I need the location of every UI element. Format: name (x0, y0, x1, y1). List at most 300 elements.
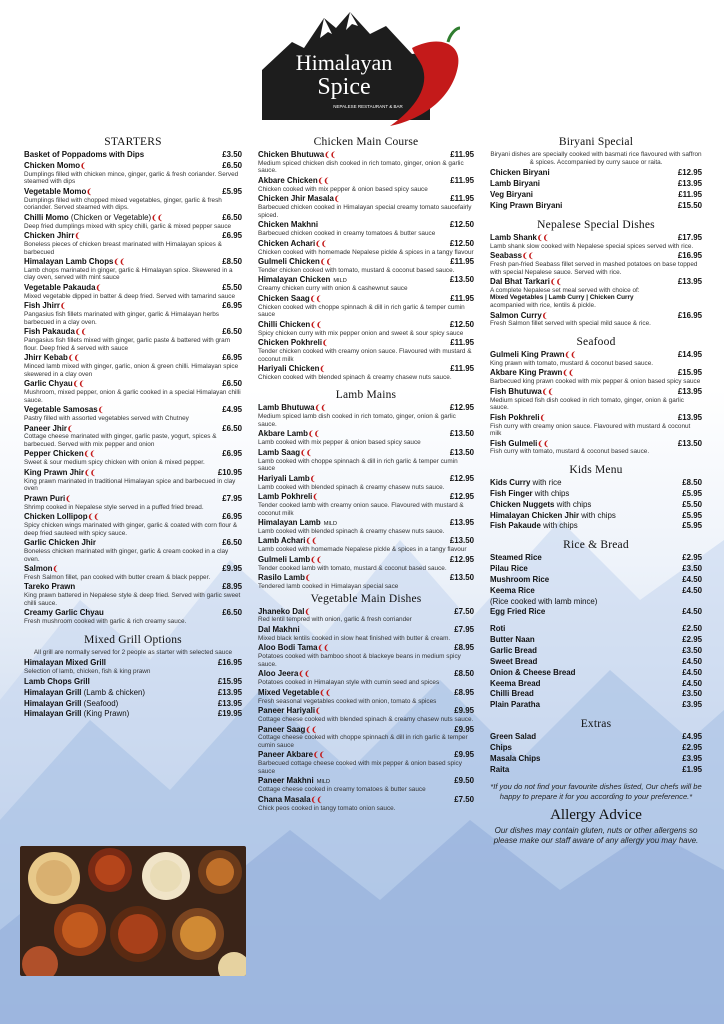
item-description: Cottage cheese cooked in creamy tomatoes & butter sauce (258, 786, 426, 794)
menu-item (24, 258, 242, 282)
chili-pepper-icon: ❨ (555, 279, 562, 287)
item-name-note: with chips (540, 521, 578, 531)
item-name: Lamb Pokhreli (258, 492, 313, 502)
item-price: £12.95 (449, 403, 474, 413)
section-title: Rice & Bread (563, 539, 629, 552)
chili-pepper-icon: ❨ (304, 575, 311, 583)
chili-pepper-icon: ❨ (547, 388, 554, 396)
item-name: Rasilo Lamb (258, 573, 305, 583)
item-description: Barbecued chicken cooked in creamy tomatoes & butter sauce (258, 230, 436, 238)
item-price: £4.50 (682, 667, 702, 677)
item-description: Pangasius fish fillets mixed with ginger, garlic paste & battered with gram flour. Deep fried & served with sauce (24, 337, 231, 352)
item-price: £3.95 (682, 753, 702, 763)
restaurant-logo (262, 8, 462, 126)
item-price: £16.95 (217, 658, 242, 668)
menu-item (258, 493, 474, 517)
item-price: £5.95 (682, 488, 702, 498)
item-description-options: Mixed Vegetables | Lamb Curry | Chicken Curry (490, 294, 634, 302)
chili-pepper-icon: ❨ (74, 329, 81, 337)
item-name: Garlic Chicken Jhir (24, 538, 96, 548)
item-name: Paneer Makhni (258, 776, 314, 786)
chili-pepper-icon: ❨ (65, 495, 72, 503)
item-name: Lamb Achari (258, 536, 306, 546)
mild-tag: MILD (333, 278, 347, 285)
section-subtitle: All grill are normally served for 2 people as starter with selected sauce (33, 648, 233, 656)
item-price: £15.50 (677, 200, 702, 210)
item-price: £5.50 (222, 282, 242, 292)
item-description: Pastry filled with assorted vegetables served with Chutney (24, 414, 189, 422)
item-description: Boneless chicken marinated with ginger, garlic & cream cooked in a clay oven. (24, 547, 229, 563)
item-price: £13.50 (677, 438, 702, 448)
menu-item (258, 689, 474, 705)
menu-item (258, 430, 474, 446)
item-price: £4.95 (682, 732, 702, 742)
item-name: Fish Pakaude (490, 521, 541, 531)
item-description: Chicken cooked with choppe spinnach & dill in rich garlic & temper cumin sauce (258, 303, 465, 319)
item-description: Selection of lamb, chicken, fish & king prawn (24, 668, 151, 676)
chili-pepper-icon: ❨ (311, 726, 318, 734)
item-price: £13.50 (449, 447, 474, 457)
item-price: £13.95 (677, 277, 702, 287)
item-price: £5.95 (222, 186, 242, 196)
chili-pepper-icon: ❨ (323, 177, 330, 185)
menu-item (258, 519, 474, 535)
item-name: Himalayan Mixed Grill (24, 658, 107, 668)
item-name-note: with rice (530, 478, 562, 487)
chili-pepper-icon: ❨ (333, 196, 340, 204)
item-price: £2.95 (682, 635, 702, 645)
chili-pepper-icon: ❨ (305, 726, 312, 734)
item-name: Gulmeli King Prawn (490, 349, 565, 359)
chili-pepper-icon: ❨ (325, 689, 332, 697)
menu-item (258, 475, 474, 491)
item-name: Chilli Bread (490, 689, 534, 699)
chili-pepper-icon: ❨ (315, 295, 322, 303)
item-name: Vegetable Samosas (24, 405, 98, 415)
item-name: Chicken Pokhreli (258, 338, 323, 348)
chili-pepper-icon: ❨ (539, 414, 546, 422)
item-price: £12.50 (449, 220, 474, 230)
chili-pepper-icon: ❨ (73, 355, 80, 363)
menu-item (490, 565, 702, 574)
chili-pepper-icon: ❨ (300, 449, 306, 457)
item-description-extra: acompanied with rice, lentils & pickle. (490, 302, 596, 310)
menu-item (258, 751, 474, 775)
chili-pepper-icon: ❨ (542, 234, 549, 242)
item-name: Pepper Chicken (24, 449, 84, 459)
item-name: Chicken Nuggets (490, 499, 555, 509)
item-name: Raita (490, 764, 510, 774)
menu-item (24, 284, 242, 300)
item-description: Lamb cooked with blended spinach & creamy chasew nuts sauce. (258, 483, 445, 491)
section-biryani (490, 136, 702, 211)
item-name: Fish Gulmeli (490, 438, 538, 448)
menu-item (490, 169, 702, 178)
item-price: £8.50 (682, 478, 702, 487)
menu-item (490, 636, 702, 645)
item-name: Gulmeli Chicken (258, 257, 320, 267)
chili-pepper-icon: ❨ (86, 188, 93, 196)
item-description: Barbecued cottage cheese cooked with mix pepper & onion based spicy sauce (258, 760, 462, 775)
item-description: Tender chicken cooked with tomato, mustard & coconut based sauce. (258, 266, 455, 274)
item-description: Medium spiced fish dish cooked in rich tomato, ginger, onion & garlic sauce. (490, 396, 684, 412)
section-subtitle: Biryani dishes are specially cooked with basmati rice flavoured with saffron & spices. Accompanied by curry sauce or raita. (490, 151, 702, 166)
item-description: Spicy chicken curry with mix pepper onion and sweet & sour spicy sauce (258, 329, 464, 337)
item-name: Himalayan Lamb Chops (24, 257, 114, 267)
menu-item (490, 501, 702, 510)
menu-item (24, 583, 242, 607)
chili-pepper-icon: ❨ (95, 284, 102, 292)
chili-pepper-icon: ❨ (84, 469, 90, 477)
item-description: Barbecued king prawn cooked with mix pepper & onion based spicy sauce (490, 378, 701, 386)
item-name: Chicken Jhirr (24, 231, 75, 241)
chili-pepper-icon: ❨ (309, 295, 316, 303)
item-description: Cottage cheese marinated with ginger, garlic paste, yogurt, spices & barbecued. Served with mix pepper and onion (24, 433, 217, 448)
item-price: £2.95 (682, 742, 702, 752)
item-price: £6.95 (222, 301, 242, 311)
column-left (24, 136, 242, 721)
chili-pepper-icon: ❨ (537, 440, 544, 448)
item-price: £4.50 (682, 678, 702, 688)
chili-pepper-icon: ❨ (298, 671, 305, 679)
menu-item (258, 670, 474, 686)
item-price: £13.95 (677, 179, 702, 189)
chili-pepper-icon: ❨ (308, 431, 314, 439)
section-title: Biryani Special (558, 136, 634, 148)
menu-item (24, 659, 242, 675)
chili-pepper-icon: ❨ (89, 451, 96, 459)
menu-item (490, 202, 702, 211)
chili-pepper-icon: ❨ (321, 240, 327, 248)
item-name: Chicken Jhir Masala (258, 194, 334, 204)
chili-pepper-icon: ❨ (319, 689, 326, 697)
chili-pepper-icon: ❨ (315, 708, 321, 716)
logo-line1: Himalayan (295, 50, 393, 75)
chili-pepper-icon: ❨ (310, 796, 317, 804)
item-name: Himalayan Grill (24, 698, 82, 708)
menu-item (490, 755, 702, 764)
item-price: £3.50 (682, 645, 702, 655)
item-description: Deep fried dumplings mixed with spicy chilli, garlic & mixed pepper sauce (24, 222, 232, 230)
item-name: Vegetable Momo (24, 186, 87, 196)
item-description: Mushroom, mixed pepper, onion & garlic cooked in a special Himalayan chilli sauce. (24, 389, 241, 404)
menu-item (258, 404, 474, 428)
chili-pepper-icon: ❨ (59, 303, 66, 311)
item-price: £12.95 (449, 554, 474, 564)
item-price: £9.95 (454, 750, 474, 760)
menu-item (24, 188, 242, 212)
item-description: Fresh seasonal vegetables cooked with onion, tomato & spices (258, 697, 437, 705)
chili-pepper-icon: ❨ (549, 279, 556, 287)
item-price: £6.95 (222, 231, 242, 241)
menu-item (258, 295, 474, 319)
item-name: Akbare Chicken (258, 175, 318, 185)
section-chicken-main (258, 136, 474, 381)
item-name: Plain Paratha (490, 700, 540, 710)
item-name: Chilli Momo (24, 212, 69, 222)
menu-item (490, 598, 702, 607)
column-right (490, 136, 702, 846)
chili-pepper-icon: ❨ (97, 407, 104, 415)
menu-item (490, 625, 702, 634)
item-name: Fish Finger (490, 488, 533, 498)
item-price: £9.95 (222, 564, 242, 574)
menu-item (258, 151, 474, 175)
chili-pepper-icon: ❨ (119, 259, 126, 267)
item-price: £14.95 (677, 349, 702, 359)
menu-item (490, 576, 702, 585)
menu-item (24, 700, 242, 709)
item-price: £19.95 (217, 709, 242, 719)
menu-item (258, 321, 474, 337)
item-name: Lamb Saag (258, 447, 301, 457)
item-name: Gulmeli Lamb (258, 554, 311, 564)
chili-pepper-icon: ❨ (318, 752, 325, 760)
item-name: Chicken Makhni (258, 220, 319, 230)
menu-item (258, 626, 474, 642)
chili-pepper-icon: ❨ (317, 177, 324, 185)
item-name: Chana Masala (258, 794, 311, 804)
item-name: Himalayan Lamb (258, 518, 321, 528)
menu-item (24, 469, 242, 493)
item-description: Tendered lamb cooked in Himalayan special sace (258, 583, 399, 591)
item-description: Cottage cheese cooked with blended spinach & creamy chasew nuts sauce. (258, 715, 474, 723)
item-name: Vegetable Pakauda (24, 282, 96, 292)
menu-item (490, 512, 702, 521)
menu-item (24, 328, 242, 352)
item-price: £3.50 (682, 689, 702, 699)
item-price: £10.95 (217, 467, 242, 477)
mild-tag: MILD (323, 521, 338, 528)
item-description: Lamb cooked with homemade Nepalese pickle & spices in a tangy flavour (258, 546, 467, 554)
chili-pepper-icon: ❨ (52, 566, 59, 574)
item-description: King prawn marinated in traditional Himalayan spice and barbecued in clay oven (24, 477, 236, 493)
chili-pepper-icon: ❨ (319, 259, 326, 267)
item-name-note: (Seafood) (81, 698, 119, 708)
item-name: Himalayan Grill (24, 709, 82, 719)
item-description: Chicken cooked with blended spinach & creamy chasew nuts sauce. (258, 373, 452, 381)
item-price: £4.95 (222, 405, 242, 415)
chili-pepper-icon: ❨ (87, 514, 94, 522)
menu-item (490, 554, 702, 563)
chili-pepper-icon: ❨ (312, 752, 319, 760)
item-name: Hariyali Chicken (258, 364, 320, 374)
item-price: £2.50 (682, 624, 702, 634)
chili-pepper-icon: ❨ (324, 152, 331, 159)
food-photo (20, 846, 246, 976)
chili-pepper-icon: ❨ (564, 351, 571, 359)
item-price: £4.50 (682, 656, 702, 666)
item-price: £9.95 (454, 724, 474, 734)
chili-pepper-icon: ❨ (541, 312, 548, 320)
menu-item (490, 234, 702, 250)
item-description: Red lentil tempred with onion, garlic & fresh corriander (258, 616, 412, 624)
chili-pepper-icon: ❨ (66, 425, 73, 433)
menu-item (490, 388, 702, 412)
chili-pepper-icon: ❨ (83, 451, 90, 459)
item-price: £6.50 (222, 212, 242, 222)
item-price: £13.50 (449, 536, 474, 546)
item-price: £12.50 (449, 238, 474, 248)
chili-pepper-icon: ❨ (323, 645, 330, 653)
item-price: £16.95 (677, 251, 702, 261)
menu-item (24, 302, 242, 326)
chili-pepper-icon: ❨ (310, 321, 317, 329)
menu-item (258, 258, 474, 274)
item-name: Chicken Saag (258, 293, 310, 303)
column-middle (258, 136, 474, 814)
chili-pepper-icon: ❨ (311, 538, 318, 546)
section-title: Vegetable Main Dishes (310, 592, 422, 605)
chili-pepper-icon: ❨ (319, 366, 326, 374)
item-name: Aloo Jeera (258, 669, 299, 679)
item-name-note: with chips (554, 499, 592, 509)
menu-item (490, 744, 702, 753)
section-mixed-grill (24, 634, 242, 719)
item-name: Lamb Chops Grill (24, 676, 90, 686)
item-price: £11.95 (450, 338, 474, 348)
item-name: Himalayan Chicken Jhir (490, 510, 580, 520)
item-price: £9.50 (454, 776, 474, 786)
item-price: £11.95 (450, 257, 474, 267)
menu-item (490, 490, 702, 499)
menu-item (24, 425, 242, 449)
item-description: Cottage cheese cooked with choppe spinnach & dill in rich garlic & temper cumin sauce (258, 734, 468, 749)
menu-item (24, 495, 242, 511)
item-name: Chicken Momo (24, 160, 81, 170)
item-price: £3.50 (222, 150, 242, 159)
item-name: Akbare Lamb (258, 429, 308, 439)
item-price: £13.95 (449, 518, 474, 528)
item-price: £11.95 (450, 293, 474, 303)
item-name: Hariyali Lamb (258, 473, 310, 483)
item-price: £17.95 (677, 232, 702, 242)
chili-pepper-icon: ❨ (304, 608, 311, 616)
menu-item (490, 766, 702, 775)
chili-pepper-icon: ❨ (312, 494, 319, 502)
item-price: £13.95 (217, 698, 242, 708)
item-name: Paneer Akbare (258, 750, 313, 760)
item-price: £11.95 (450, 175, 474, 185)
menu-item (24, 232, 242, 256)
item-name-note: with chips (532, 488, 570, 498)
menu-item (24, 214, 242, 230)
item-price: £6.50 (222, 608, 242, 618)
item-description: Chicken cooked with mix pepper & onion based spicy sauce (258, 185, 428, 193)
item-price: £11.95 (678, 190, 702, 200)
item-name: King Prawn Biryani (490, 200, 563, 210)
chili-pepper-icon: ❨ (80, 162, 86, 170)
menu-item (490, 701, 702, 710)
item-description: Fresh Salmon fillet, pan cooked with butter cream & black pepper. (24, 573, 211, 581)
item-price: £15.95 (677, 368, 702, 378)
menu-item (24, 513, 242, 537)
menu-item (490, 587, 702, 596)
item-price: £8.95 (454, 643, 474, 653)
chili-pepper-icon: ❨ (316, 321, 322, 329)
chili-pepper-icon: ❨ (310, 556, 317, 564)
item-name: Lamb Shank (490, 232, 537, 242)
item-price: £12.95 (449, 473, 474, 483)
item-price: £16.95 (677, 310, 702, 320)
item-price: £6.95 (222, 512, 242, 522)
item-name: Veg Biryani (490, 190, 533, 200)
allergy-title: Allergy Advice (550, 807, 642, 824)
item-name: Keema Bread (490, 678, 541, 688)
item-description: Fresh mushroom cooked with garlic & rich creamy sauce. (24, 618, 187, 626)
menu-item (490, 669, 702, 678)
item-name: Seabass (490, 251, 523, 261)
chili-pepper-icon: ❨ (330, 152, 336, 159)
menu-item (258, 726, 474, 750)
item-name: Chicken Achari (258, 238, 316, 248)
chili-pepper-icon: ❨ (304, 671, 311, 679)
item-price: £6.95 (222, 449, 242, 459)
item-description: Pangasius fish fillets marinated with ginger, garlic & Himalayan herbs barbecued in a clay oven. (24, 311, 220, 326)
menu-item (24, 678, 242, 687)
item-price: £5.95 (682, 521, 702, 531)
item-name: Dal Makhni (258, 625, 300, 635)
item-description: Barbecued chicken cooked in Himalayan special creamy tomato saucefairly spiced. (258, 204, 472, 219)
item-name: Tareko Prawn (24, 582, 76, 592)
item-name: Paneer Jhir (24, 423, 67, 433)
menu-item (490, 312, 702, 328)
item-description: Lamb cooked with choppe spinnach & dill in rich garlic & temper cumin sauce (258, 457, 458, 473)
menu-item (24, 710, 242, 719)
item-price: £13.95 (217, 687, 242, 697)
item-price: £13.50 (449, 429, 474, 439)
item-name: Garlic Chyau (24, 379, 73, 389)
item-description: Potatoes cooked with bamboo shoot & blackeye beans in medium spicy sauce. (258, 653, 461, 668)
menu-item (490, 440, 702, 456)
chili-pepper-icon: ❨ (543, 440, 550, 448)
chili-pepper-icon: ❨ (78, 381, 85, 389)
menu-item (24, 565, 242, 581)
menu-item (490, 414, 702, 438)
item-price: £9.95 (454, 706, 474, 716)
menu-item (258, 644, 474, 668)
item-description: King prawn with tomato, mustard & coconut based sauce. (490, 359, 654, 367)
menu-item (24, 450, 242, 466)
menu-item (258, 365, 474, 381)
menu-item (490, 351, 702, 367)
item-name-note: (Chicken or Vegetable) (68, 212, 152, 222)
item-description: Mixed black lentils cooked in slow heat finished with butter & cream. (258, 634, 451, 642)
item-name: Mushroom Rice (490, 574, 550, 584)
chili-pepper-icon: ❨ (536, 234, 543, 242)
menu-item (490, 479, 702, 488)
item-price: £6.50 (222, 423, 242, 433)
item-description: Tender cooked lamb with tomato, mustard & coconut based sauce. (258, 564, 447, 572)
item-description: Medium spiced chicken dish cooked in rich tomato, ginger, onion & garlic sauce. (258, 159, 464, 175)
item-description: A complete Nepalese set meal served with choice of: (490, 286, 640, 294)
item-price: £6.50 (222, 327, 242, 337)
allergy-text: Our dishes may contain gluten, nuts or other allergens so please make our staff aware of any allergy you may have. (493, 826, 699, 846)
chili-pepper-icon: ❨ (316, 796, 323, 804)
item-price: £6.50 (222, 160, 242, 170)
item-price: £5.95 (682, 510, 702, 520)
item-description: Fish curry with tomato, mustard & coconut based sauce. (490, 448, 650, 456)
item-price: £7.50 (454, 794, 474, 804)
chili-pepper-icon: ❨ (568, 370, 575, 378)
menu-item (490, 252, 702, 276)
item-description: Boneless pieces of chicken breast marinated with Himalayan spices & barbecued (24, 240, 222, 256)
item-name: Fish Pokhreli (490, 412, 540, 422)
menu-item (24, 539, 242, 563)
item-name: Sweet Bread (490, 656, 538, 666)
item-price: £8.50 (454, 669, 474, 679)
item-description: Potatoes cooked in Himalayan style with cumin seed and spices (258, 679, 440, 687)
